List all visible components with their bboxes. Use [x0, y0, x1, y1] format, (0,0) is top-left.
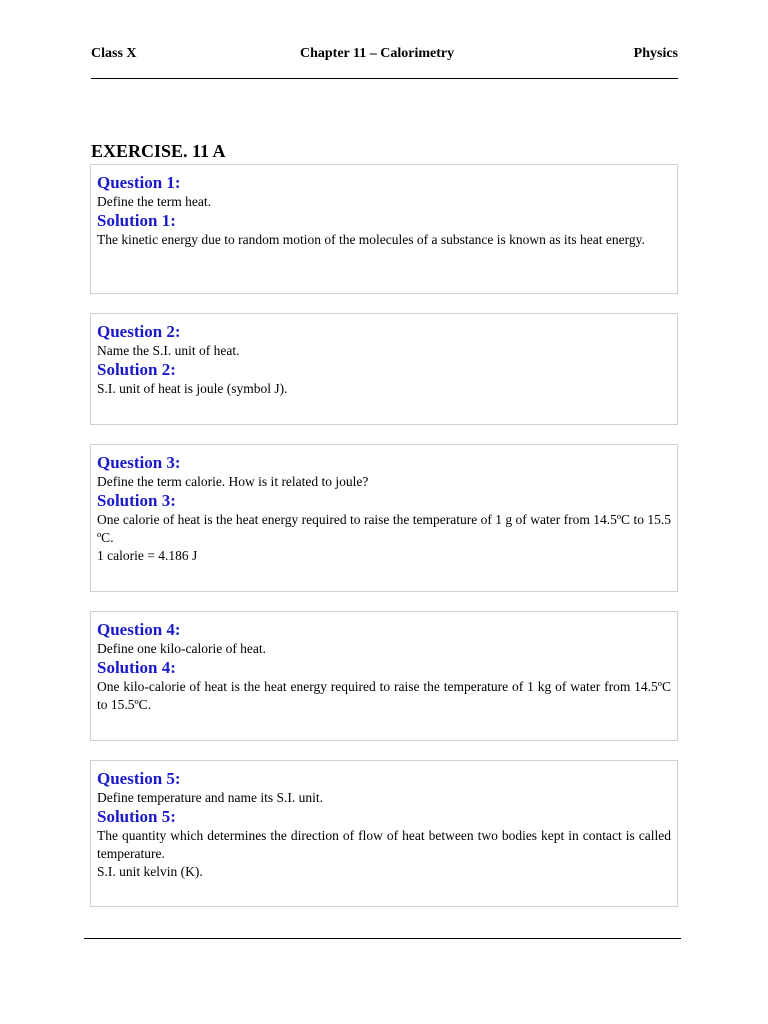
question-label: Question 4: — [97, 620, 181, 639]
header-class: Class X — [91, 46, 137, 61]
solution-text: One kilo-calorie of heat is the heat energy required to raise the temperature of 1 kg of water from 14.5ºC to 15.5ºC. — [97, 679, 671, 712]
question-text: Define the term heat. — [97, 194, 211, 209]
question-label: Question 5: — [97, 769, 181, 788]
qa-card-4 — [90, 611, 678, 741]
page-header — [91, 46, 678, 64]
header-divider — [91, 78, 678, 79]
solution-text: The quantity which determines the direction of flow of heat between two bodies kept in contact is called temperature. — [97, 828, 671, 861]
question-label: Question 2: — [97, 322, 181, 341]
question-label: Question 1: — [97, 173, 181, 192]
question-text: Define one kilo-calorie of heat. — [97, 641, 267, 656]
solution-text: S.I. unit of heat is joule (symbol J). — [97, 381, 288, 396]
solution-text: One calorie of heat is the heat energy required to raise the temperature of 1 g of water from 14.5ºC to 15.5 ºC. — [97, 512, 671, 545]
exercise-title: EXERCISE. 11 A — [91, 141, 226, 161]
question-text: Define temperature and name its S.I. unit. — [97, 790, 324, 805]
solution-label: Solution 5: — [97, 807, 176, 826]
qa-card-1 — [90, 164, 678, 294]
solution-text: The kinetic energy due to random motion of the molecules of a substance is known as its heat energy. — [97, 232, 645, 247]
solution-label: Solution 1: — [97, 211, 176, 230]
solution-text: S.I. unit kelvin (K). — [97, 864, 203, 879]
header-chapter: Chapter 11 – Calorimetry — [300, 46, 455, 61]
solution-text: 1 calorie = 4.186 J — [97, 548, 198, 563]
qa-card-2 — [90, 313, 678, 425]
solution-label: Solution 2: — [97, 360, 176, 379]
qa-card-3 — [90, 444, 678, 592]
question-text: Name the S.I. unit of heat. — [97, 343, 240, 358]
header-subject: Physics — [633, 46, 678, 61]
qa-card-5 — [90, 760, 678, 907]
footer-divider — [84, 938, 681, 939]
question-label: Question 3: — [97, 453, 181, 472]
question-text: Define the term calorie. How is it related to joule? — [97, 474, 369, 489]
solution-label: Solution 4: — [97, 658, 176, 677]
solution-label: Solution 3: — [97, 491, 176, 510]
